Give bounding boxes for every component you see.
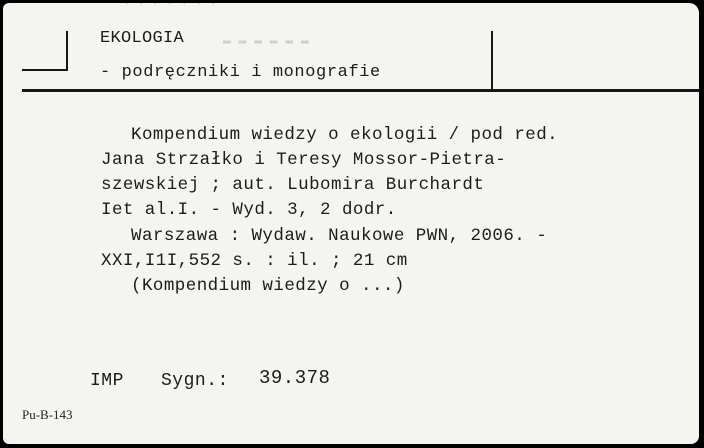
ghost-text-heading: ▬ ▬ ▬ ▬ ▬ ▬ (223, 33, 309, 48)
description-line: Warszawa : Wydaw. Naukowe PWN, 2006. - (131, 226, 548, 246)
heading-underline-rule (22, 89, 699, 92)
call-number-label: Sygn.: (161, 371, 229, 391)
description-line: Iet al.I. - Wyd. 3, 2 dodr. (101, 200, 397, 220)
heading-right-rule (491, 31, 493, 91)
library-stamp: Pu-B-143 (22, 407, 73, 422)
description-line: szewskiej ; aut. Lubomira Burchardt (101, 175, 485, 195)
left-corner-bracket-horizontal (22, 69, 68, 71)
call-number-value: 39.378 (259, 367, 331, 389)
subject-heading: EKOLOGIA (100, 29, 185, 48)
description-line: Jana Strzałko i Teresy Mossor-Pietra- (101, 150, 507, 170)
ghost-text-top: · · · · · · · (123, 3, 217, 11)
description-line: XXI,I1I,552 s. : il. ; 21 cm (101, 251, 408, 271)
left-corner-bracket-vertical (66, 31, 68, 71)
catalog-card (3, 3, 699, 444)
subject-subheading: - podręczniki i monografie (100, 63, 381, 82)
series-statement: (Kompendium wiedzy o ...) (131, 276, 405, 296)
description-line: Kompendium wiedzy o ekologii / pod red. (131, 125, 559, 145)
location-code: IMP (90, 371, 124, 391)
